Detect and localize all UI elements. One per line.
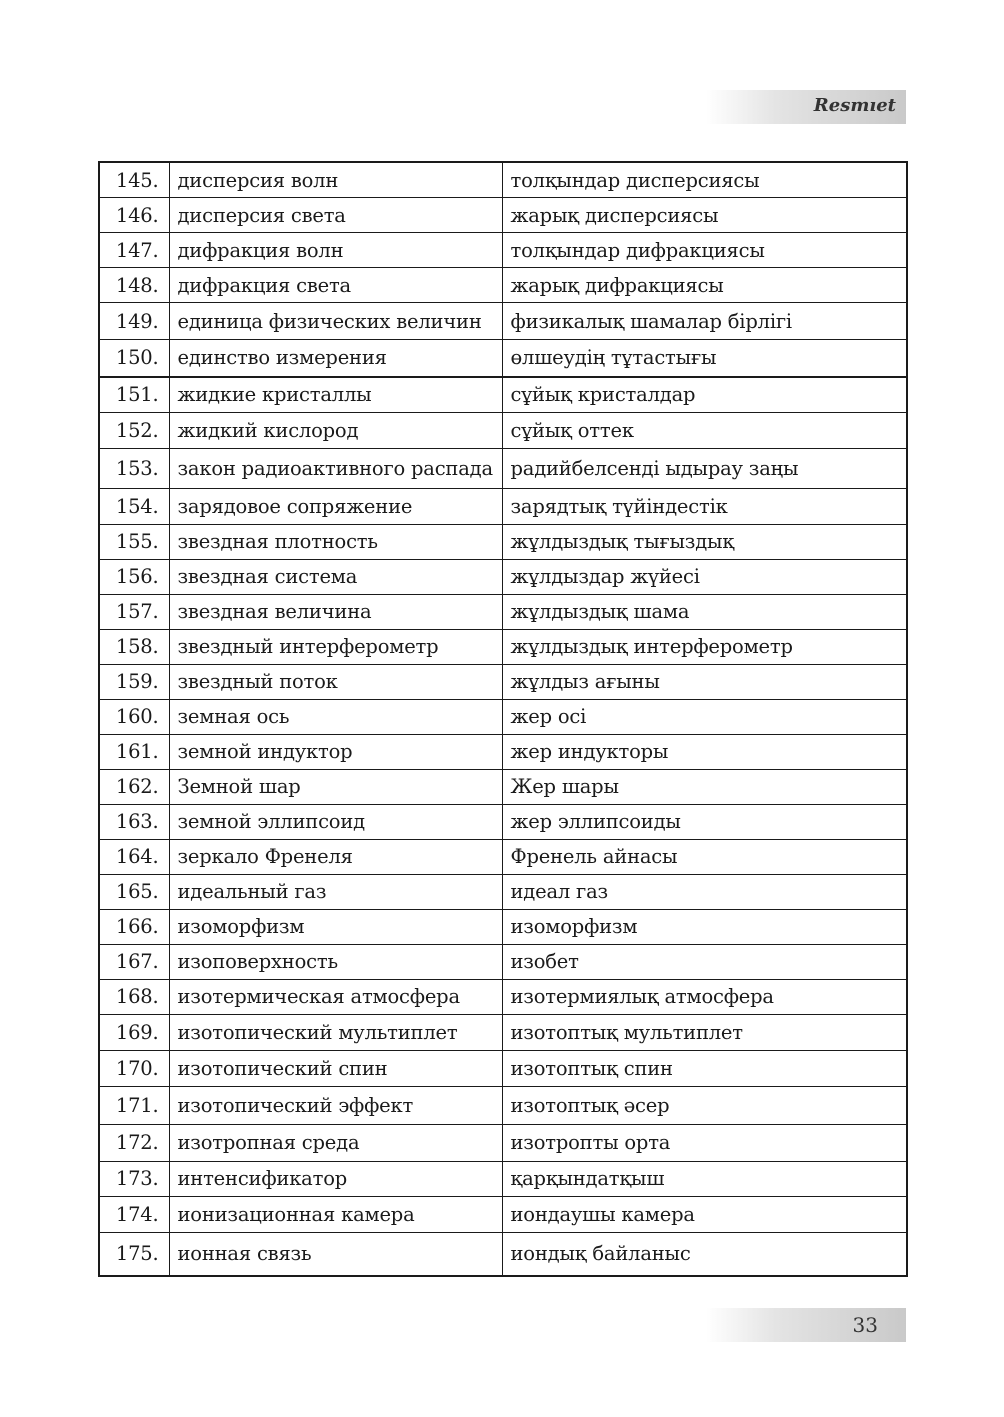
- term-russian: дисперсия света: [169, 198, 502, 233]
- term-kazakh: сұйық оттек: [502, 412, 907, 448]
- term-russian: звездная плотность: [169, 524, 502, 559]
- term-kazakh: жер осі: [502, 699, 907, 734]
- term-kazakh: Френель айнасы: [502, 839, 907, 874]
- term-russian: изотермическая атмосфера: [169, 979, 502, 1014]
- table-row: [99, 1232, 907, 1276]
- row-number: 160.: [99, 699, 169, 734]
- term-russian: ионизационная камера: [169, 1196, 502, 1232]
- row-number: 147.: [99, 233, 169, 268]
- term-russian: звездный интерферометр: [169, 629, 502, 664]
- row-number: 172.: [99, 1124, 169, 1161]
- term-russian: ионная связь: [169, 1232, 502, 1276]
- term-kazakh: сұйық кристалдар: [502, 377, 907, 413]
- table-row: [99, 448, 907, 488]
- table-row: [99, 524, 907, 559]
- row-number: 150.: [99, 340, 169, 377]
- row-number: 146.: [99, 198, 169, 233]
- row-number: 152.: [99, 412, 169, 448]
- row-number: 166.: [99, 909, 169, 944]
- table-row: [99, 1086, 907, 1124]
- term-russian: жидкие кристаллы: [169, 377, 502, 413]
- row-number: 149.: [99, 303, 169, 340]
- page-number: 33: [852, 1313, 878, 1337]
- row-number: 171.: [99, 1086, 169, 1124]
- table-row: [99, 559, 907, 594]
- table-row: [99, 1050, 907, 1086]
- term-russian: дифракция волн: [169, 233, 502, 268]
- table-row: [99, 874, 907, 909]
- term-russian: изотопический эффект: [169, 1086, 502, 1124]
- term-russian: земной эллипсоид: [169, 804, 502, 839]
- row-number: 161.: [99, 734, 169, 769]
- row-number: 145.: [99, 162, 169, 198]
- row-number: 156.: [99, 559, 169, 594]
- row-number: 162.: [99, 769, 169, 804]
- table-row: [99, 1014, 907, 1050]
- term-russian: идеальный газ: [169, 874, 502, 909]
- row-number: 168.: [99, 979, 169, 1014]
- term-kazakh: иондаушы камера: [502, 1196, 907, 1232]
- row-number: 153.: [99, 448, 169, 488]
- term-kazakh: изоморфизм: [502, 909, 907, 944]
- table-row: [99, 198, 907, 233]
- row-number: 151.: [99, 377, 169, 413]
- term-russian: интенсификатор: [169, 1161, 502, 1196]
- term-kazakh: изобет: [502, 944, 907, 979]
- term-russian: изотропная среда: [169, 1124, 502, 1161]
- row-number: 158.: [99, 629, 169, 664]
- term-kazakh: қарқындатқыш: [502, 1161, 907, 1196]
- row-number: 164.: [99, 839, 169, 874]
- row-number: 155.: [99, 524, 169, 559]
- row-number: 148.: [99, 268, 169, 303]
- row-number: 159.: [99, 664, 169, 699]
- table-row: [99, 377, 907, 413]
- table-row: [99, 944, 907, 979]
- term-kazakh: радийбелсенді ыдырау заңы: [502, 448, 907, 488]
- table-row: [99, 909, 907, 944]
- term-kazakh: толқындар дифракциясы: [502, 233, 907, 268]
- header-label: Resmıet: [813, 95, 896, 116]
- term-russian: изотопический спин: [169, 1050, 502, 1086]
- term-kazakh: изотоптық спин: [502, 1050, 907, 1086]
- term-kazakh: зарядтық түйіндестік: [502, 488, 907, 524]
- table-row: [99, 340, 907, 377]
- term-russian: зарядовое сопряжение: [169, 488, 502, 524]
- term-russian: звездная величина: [169, 594, 502, 629]
- table-row: [99, 1124, 907, 1161]
- glossary-table: [98, 161, 908, 1277]
- row-number: 163.: [99, 804, 169, 839]
- table-row: [99, 594, 907, 629]
- term-kazakh: жарық дисперсиясы: [502, 198, 907, 233]
- term-kazakh: изотоптық мультиплет: [502, 1014, 907, 1050]
- term-russian: жидкий кислород: [169, 412, 502, 448]
- term-russian: изотопический мультиплет: [169, 1014, 502, 1050]
- term-kazakh: Жер шары: [502, 769, 907, 804]
- running-header: [706, 90, 906, 124]
- term-kazakh: физикалық шамалар бірлігі: [502, 303, 907, 340]
- row-number: 169.: [99, 1014, 169, 1050]
- table-row: [99, 804, 907, 839]
- table-row: [99, 488, 907, 524]
- term-kazakh: изотоптық әсер: [502, 1086, 907, 1124]
- table-row: [99, 664, 907, 699]
- table-row: [99, 1196, 907, 1232]
- term-russian: Земной шар: [169, 769, 502, 804]
- term-russian: изоповерхность: [169, 944, 502, 979]
- table-row: [99, 233, 907, 268]
- term-russian: изоморфизм: [169, 909, 502, 944]
- table-row: [99, 303, 907, 340]
- page-footer: [706, 1308, 906, 1342]
- glossary-table-body: [99, 162, 907, 1276]
- term-kazakh: изотропты орта: [502, 1124, 907, 1161]
- term-kazakh: изотермиялық атмосфера: [502, 979, 907, 1014]
- term-russian: звездный поток: [169, 664, 502, 699]
- table-row: [99, 734, 907, 769]
- row-number: 157.: [99, 594, 169, 629]
- term-russian: единица физических величин: [169, 303, 502, 340]
- row-number: 170.: [99, 1050, 169, 1086]
- row-number: 165.: [99, 874, 169, 909]
- term-kazakh: жер индукторы: [502, 734, 907, 769]
- table-row: [99, 839, 907, 874]
- table-row: [99, 412, 907, 448]
- row-number: 154.: [99, 488, 169, 524]
- table-row: [99, 268, 907, 303]
- table-row: [99, 629, 907, 664]
- table-row: [99, 699, 907, 734]
- table-row: [99, 162, 907, 198]
- table-row: [99, 979, 907, 1014]
- term-kazakh: идеал газ: [502, 874, 907, 909]
- term-kazakh: жұлдыздық шама: [502, 594, 907, 629]
- term-russian: земной индуктор: [169, 734, 502, 769]
- term-russian: единство измерения: [169, 340, 502, 377]
- table-row: [99, 769, 907, 804]
- term-kazakh: жұлдыздық тығыздық: [502, 524, 907, 559]
- term-kazakh: жұлдыздық интерферометр: [502, 629, 907, 664]
- row-number: 167.: [99, 944, 169, 979]
- term-kazakh: жер эллипсоиды: [502, 804, 907, 839]
- term-russian: дисперсия волн: [169, 162, 502, 198]
- term-kazakh: жұлдыздар жүйесі: [502, 559, 907, 594]
- term-kazakh: өлшеудің тұтастығы: [502, 340, 907, 377]
- term-russian: зеркало Френеля: [169, 839, 502, 874]
- term-russian: закон радиоактивного распада: [169, 448, 502, 488]
- term-russian: земная ось: [169, 699, 502, 734]
- term-russian: дифракция света: [169, 268, 502, 303]
- row-number: 175.: [99, 1232, 169, 1276]
- table-row: [99, 1161, 907, 1196]
- term-russian: звездная система: [169, 559, 502, 594]
- row-number: 173.: [99, 1161, 169, 1196]
- term-kazakh: толқындар дисперсиясы: [502, 162, 907, 198]
- term-kazakh: иондық байланыс: [502, 1232, 907, 1276]
- term-kazakh: жұлдыз ағыны: [502, 664, 907, 699]
- row-number: 174.: [99, 1196, 169, 1232]
- term-kazakh: жарық дифракциясы: [502, 268, 907, 303]
